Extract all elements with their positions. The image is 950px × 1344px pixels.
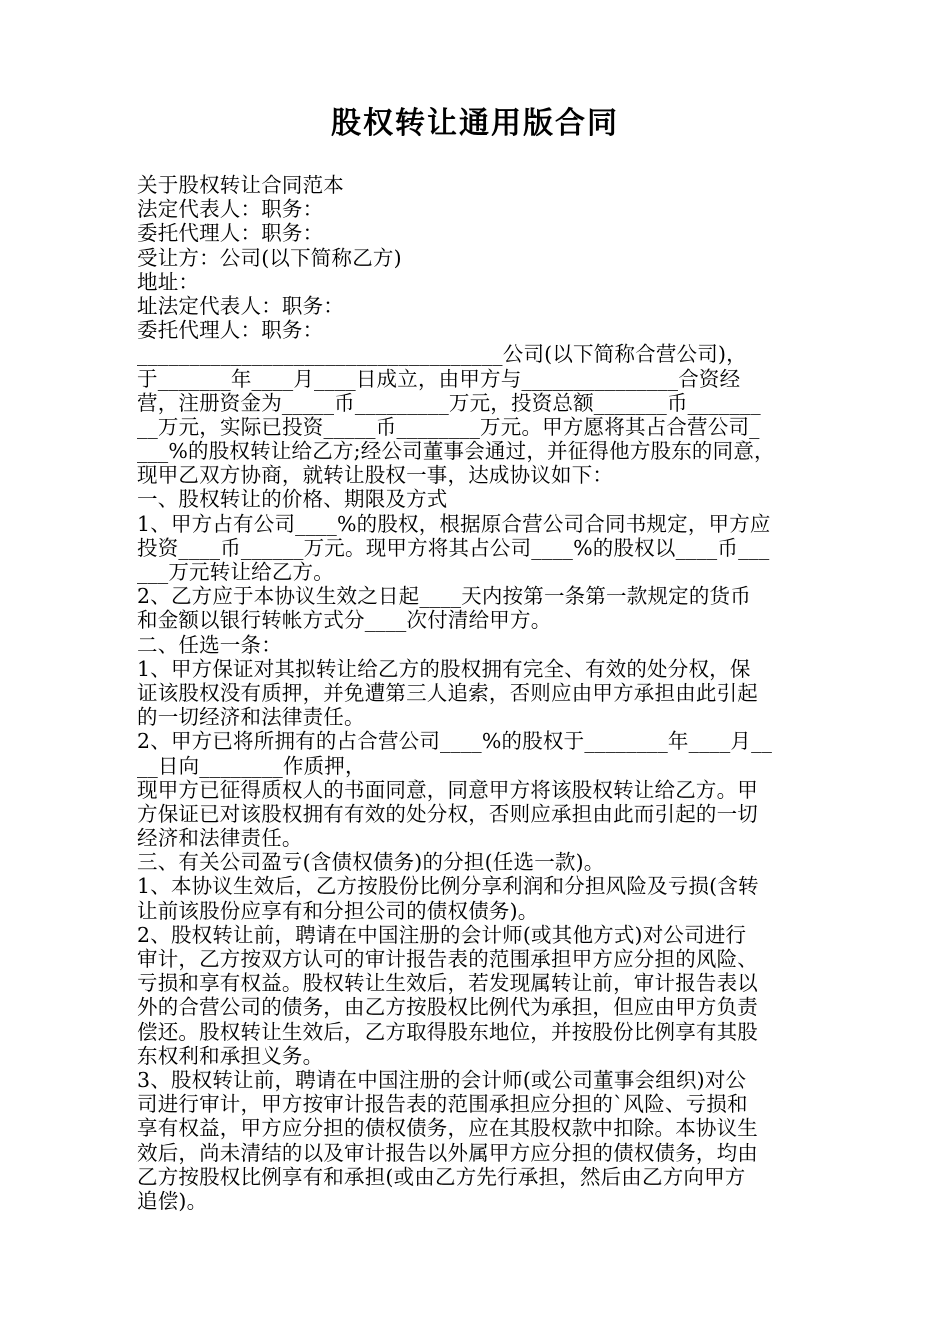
document-line: 追偿)。 [137,1188,208,1213]
document-line: 享有权益，甲方应分担的债权债务，应在其股权款中扣除。本协议生 [137,1116,758,1141]
document-line: 1、甲方占有公司____%的股权，根据原合营公司合同书规定，甲方应 [137,511,771,536]
document-line: 二、任选一条： [137,632,282,657]
document-line: ___%的股权转让给乙方;经公司董事会通过，并征得他方股东的同意， [137,439,775,464]
document-line: __日向________作质押， [137,753,366,778]
document-line: 营，注册资金为_____币_________万元，投资总额_______币_______ [137,390,761,415]
document-line: 司进行审计，甲方按审计报告表的范围承担应分担的`风险、亏损和 [137,1092,748,1117]
document-line: 的一切经济和法律责任。 [137,705,365,730]
document-line: 址法定代表人：职务： [137,293,344,318]
document-line: 委托代理人：职务： [137,318,324,343]
document-line: 效后，尚未清结的以及审计报告以外属甲方应分担的债权债务，均由 [137,1140,758,1165]
document-title: 股权转让通用版合同 [331,106,619,141]
document-line: 1、甲方保证对其拟转让给乙方的股权拥有完全、有效的处分权，保 [137,656,751,681]
document-line: 外的合营公司的债务，由乙方按股权比例代为承担，但应由甲方负责 [137,995,758,1020]
document-line: 一、股权转让的价格、期限及方式 [137,487,448,512]
document-line: 偿还。股权转让生效后，乙方取得股东地位，并按股份比例享有其股 [137,1019,758,1044]
document-line: 现甲方已征得质权人的书面同意，同意甲方将该股权转让给乙方。甲 [137,777,758,802]
document-line: 让前该股份应享有和分担公司的债权债务)。 [137,898,539,923]
document-line: 和金额以银行转帐方式分____次付清给甲方。 [137,608,552,633]
document-line: 东权利和承担义务。 [137,1043,324,1068]
document-line: 乙方按股权比例享有和承担(或由乙方先行承担，然后由乙方向甲方 [137,1164,746,1189]
document-line: 方保证已对该股权拥有有效的处分权，否则应承担由此而引起的一切 [137,801,758,826]
document-line: 三、有关公司盈亏(含债权债务)的分担(任选一款)。 [137,850,605,875]
document-line: 委托代理人：职务： [137,221,324,246]
document-line: 地址： [137,269,200,294]
document-body [137,173,823,1213]
document-line: __万元，实际已投资_____币________万元。甲方愿将其占合营公司_ [137,414,760,439]
document-line: 于_______年____月____日成立，由甲方与_______________合资经 [137,366,741,391]
document-line: 关于股权转让合同范本 [137,173,344,197]
document-line: 2、乙方应于本协议生效之日起____天内按第一条第一款规定的货币 [137,584,751,609]
document-line: 现甲乙双方协商，就转让股权一事，达成协议如下： [137,463,614,488]
document-line: ___________________________________公司(以下简称合营公司)， [137,342,747,367]
document-line: 2、股权转让前，聘请在中国注册的会计师(或其他方式)对公司进行 [137,922,747,947]
document-line: 3、股权转让前，聘请在中国注册的会计师(或公司董事会组织)对公 [137,1067,747,1092]
document-line: 2、甲方已将所拥有的占合营公司____%的股权于________年____月__ [137,729,773,754]
document-line: 亏损和享有权益。股权转让生效后，若发现属转让前，审计报告表以 [137,971,758,996]
document-line: 1、本协议生效后，乙方按股份比例分享利润和分担风险及亏损(含转 [137,874,759,899]
document-line: 法定代表人：职务： [137,197,324,222]
document-line: 审计，乙方按双方认可的审计报告表的范围承担甲方应分担的风险、 [137,947,758,971]
document-line: 经济和法律责任。 [137,826,303,851]
document-line: 受让方：公司(以下简称乙方) [137,245,402,270]
document-line: 投资____币______万元。现甲方将其占公司____%的股权以____币___ [137,535,770,560]
document-line: 证该股权没有质押，并免遭第三人追索，否则应由甲方承担由此引起 [137,680,758,705]
document-line: ___万元转让给乙方。 [137,560,334,584]
